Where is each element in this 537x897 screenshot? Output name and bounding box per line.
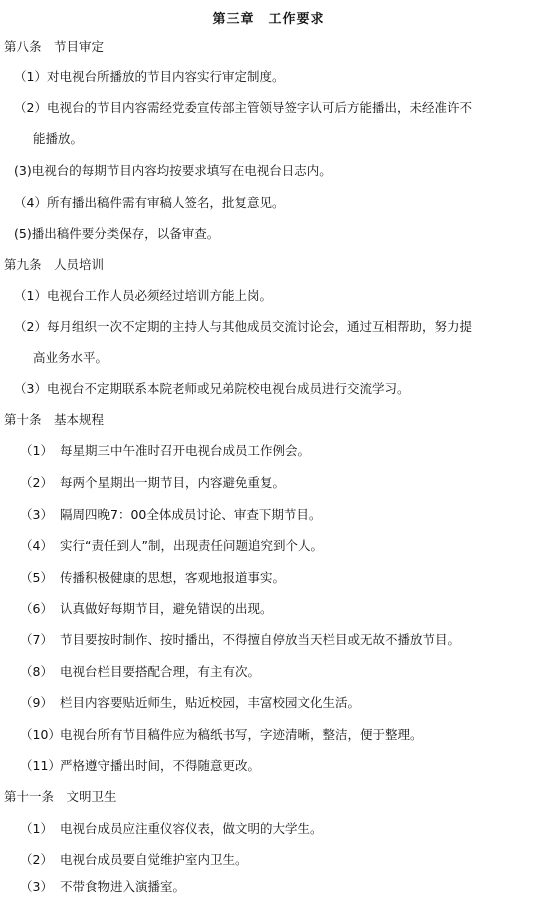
item-text: 栏目内容要贴近师生，贴近校园，丰富校园文化生活。 bbox=[60, 695, 361, 710]
item-text: 电视台成员应注重仪容仪表，做文明的大学生。 bbox=[60, 821, 323, 836]
item-number: （10） bbox=[20, 727, 61, 742]
item-number: （2） bbox=[20, 852, 53, 867]
item-number: （1） bbox=[20, 821, 53, 836]
item-text: 电视台成员要自觉维护室内卫生。 bbox=[60, 852, 248, 867]
list-item: （3）电视台不定期联系本院老师或兄弟院校电视台成员进行交流学习。 bbox=[14, 381, 410, 396]
section-heading-10: 第十条 基本规程 bbox=[4, 412, 105, 427]
list-item bbox=[20, 631, 460, 649]
item-text: 电视台所有节目稿件应为稿纸书写，字迹清晰，整洁，便于整理。 bbox=[60, 727, 423, 742]
item-number: （4） bbox=[20, 538, 53, 553]
list-item bbox=[20, 506, 321, 524]
item-text: 实行“责任到人”制，出现责任问题追究到个人。 bbox=[60, 538, 323, 553]
list-item bbox=[20, 757, 260, 775]
item-text: 认真做好每期节目，避免错误的出现。 bbox=[60, 601, 273, 616]
item-number: （6） bbox=[20, 601, 53, 616]
item-text: 每星期三中午准时召开电视台成员工作例会。 bbox=[60, 443, 311, 458]
item-number: （11） bbox=[20, 758, 61, 773]
item-number: （2） bbox=[20, 475, 53, 490]
list-item bbox=[20, 694, 360, 712]
item-text: 每两个星期出一期节目，内容避免重复。 bbox=[60, 475, 286, 490]
list-item bbox=[20, 600, 273, 618]
list-item: （1）电视台工作人员必须经过培训方能上岗。 bbox=[14, 288, 272, 303]
list-item bbox=[20, 878, 185, 896]
section-heading-8: 第八条 节目审定 bbox=[4, 39, 105, 54]
item-text: 隔周四晚7：00全体成员讨论、审查下期节目。 bbox=[60, 507, 322, 522]
list-item bbox=[20, 663, 260, 681]
item-text: 节目要按时制作、按时播出，不得擅自停放当天栏目或无故不播放节目。 bbox=[60, 632, 461, 647]
list-item: (3)电视台的每期节目内容均按要求填写在电视台日志内。 bbox=[14, 163, 332, 178]
list-item: （2）每月组织一次不定期的主持人与其他成员交流讨论会，通过互相帮助，努力提 bbox=[14, 319, 472, 334]
section-heading-11: 第十一条 文明卫生 bbox=[4, 789, 117, 804]
item-number: （3） bbox=[20, 507, 53, 522]
list-item bbox=[20, 726, 423, 744]
item-text: 电视台栏目要搭配合理，有主有次。 bbox=[60, 664, 261, 679]
item-number: （3） bbox=[20, 879, 53, 894]
list-item bbox=[20, 537, 323, 555]
chapter-title: 第三章 工作要求 bbox=[212, 12, 325, 27]
list-item bbox=[20, 474, 285, 492]
list-item bbox=[20, 442, 310, 460]
list-item: (5)播出稿件要分类保存，以备审查。 bbox=[14, 226, 220, 241]
item-text: 传播积极健康的思想，客观地报道事实。 bbox=[60, 570, 286, 585]
list-item bbox=[20, 851, 248, 869]
item-number: （9） bbox=[20, 695, 53, 710]
list-item-continuation: 高业务水平。 bbox=[33, 350, 109, 365]
item-number: （7） bbox=[20, 632, 53, 647]
item-number: （5） bbox=[20, 570, 53, 585]
list-item: （1）对电视台所播放的节目内容实行审定制度。 bbox=[14, 69, 285, 84]
list-item: （4）所有播出稿件需有审稿人签名，批复意见。 bbox=[14, 195, 285, 210]
item-number: （8） bbox=[20, 664, 53, 679]
section-heading-9: 第九条 人员培训 bbox=[4, 257, 105, 272]
item-number: （1） bbox=[20, 443, 53, 458]
list-item-continuation: 能播放。 bbox=[33, 131, 84, 146]
list-item bbox=[20, 569, 285, 587]
list-item: （2）电视台的节目内容需经党委宣传部主管领导签字认可后方能播出，未经准许不 bbox=[14, 100, 472, 115]
list-item bbox=[20, 820, 323, 838]
item-text: 严格遵守播出时间，不得随意更改。 bbox=[60, 758, 261, 773]
item-text: 不带食物进入演播室。 bbox=[60, 879, 186, 894]
